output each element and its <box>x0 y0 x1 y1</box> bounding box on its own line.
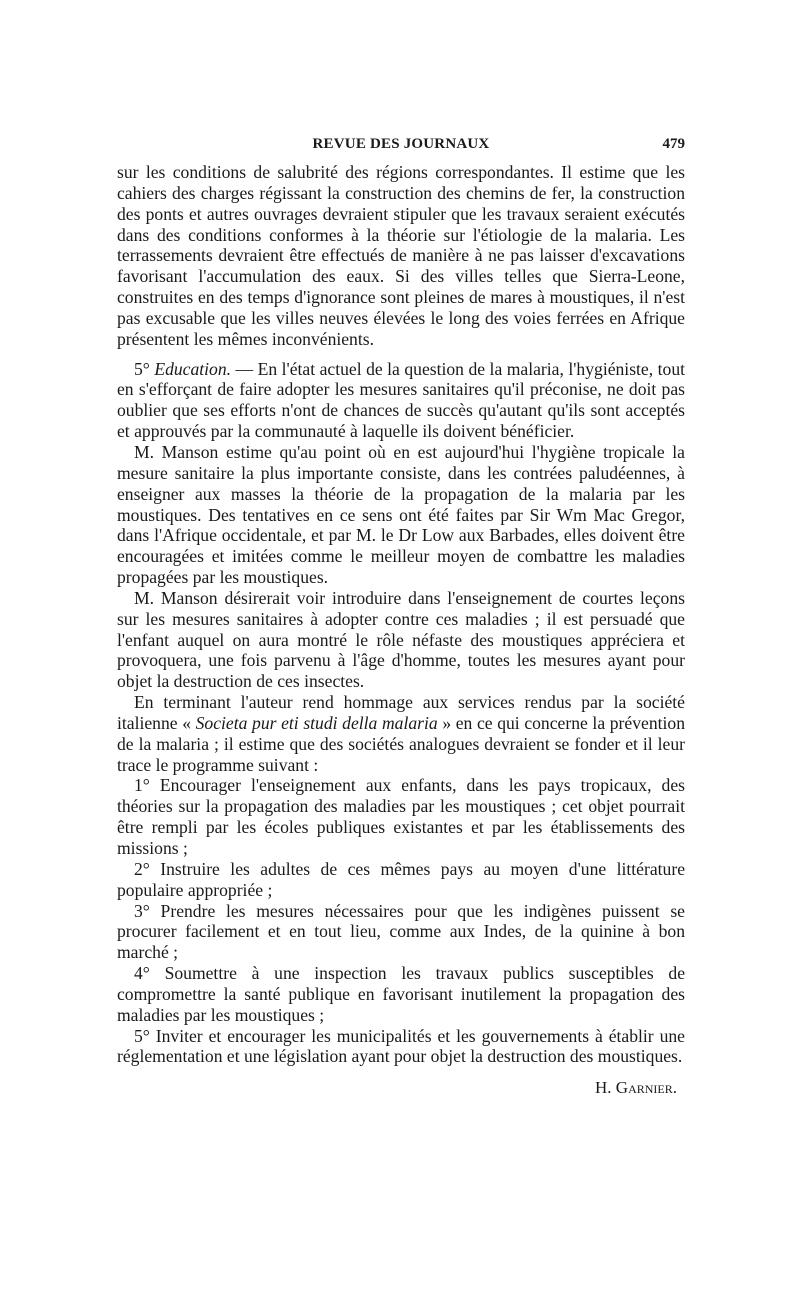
page-header <box>117 136 685 162</box>
paragraph-5-text-a: En terminant l'auteur rend hommage aux services rendus par la société italienne « <box>117 692 685 733</box>
paragraph-education <box>117 359 685 442</box>
program-item-1: 1° Encourager l'enseignement aux enfants, dans les pays tropicaux, des théories sur la propagation des maladies par les moustiques ; cet objet pourrait être rempli par les écoles publiques existantes et par les établissements des missions ; <box>117 775 685 858</box>
society-name: Societa pur eti studi della malaria <box>195 712 438 733</box>
program-item-3: 3° Prendre les mesures nécessaires pour que les indigènes puissent se procurer facilement et en tout lieu, comme aux Indes, de la quinine à bon marché ; <box>117 900 685 963</box>
paragraph-1: sur les conditions de salubrité des régions correspondantes. Il estime que les cahiers des charges régissant la construction des chemins de fer, la construction des ponts et autres ouvrages devraient stipuler que les travaux seraient exécutés dans des conditions conformes à la théorie sur l'étiologie de la malaria. Les terrassements devraient être effectués de manière à ne pas laisser d'excavations favorisant l'accumulation des eaux. Si des villes telles que Sierra-Leone, construites en des temps d'ignorance sont pleines de mares à moustiques, il n'est pas excusable que les villes neuves élevées le long des voies ferrées en Afrique présentent les mêmes inconvénients. <box>117 162 685 349</box>
paragraph-5-text-b: » en ce qui concerne la prévention de la malaria ; il estime que des sociétés analogues devraient se fonder et il leur trace le programme suivant : <box>117 712 685 775</box>
running-head: REVUE DES JOURNAUX <box>312 136 490 152</box>
section-number: 5° <box>134 358 155 379</box>
section-heading: Education. <box>154 358 232 379</box>
program-item-5: 5° Inviter et encourager les municipalités et les gouvernements à établir une réglementation et une législation ayant pour objet la destruction des moustiques. <box>117 1025 685 1067</box>
document-page <box>117 136 685 1098</box>
paragraph-3: M. Manson estime qu'au point où en est aujourd'hui l'hygiène tropicale la mesure sanitaire la plus importante consiste, dans les contrées paludéennes, à enseigner aux masses la théorie de la propagation de la malaria par les moustiques. Des tentatives en ce sens ont été faites par Sir Wm Mac Gregor, dans l'Afrique occidentale, et par M. le Dr Low aux Barbades, elles doivent être encouragées et imitées comme le meilleur moyen de combattre les maladies propagées par les moustiques. <box>117 441 685 588</box>
paragraph-4: M. Manson désirerait voir introduire dans l'enseignement de courtes leçons sur les mesures sanitaires à adopter contre ces maladies ; il est persuadé que l'enfant auquel on aura montré le rôle néfaste des moustiques appréciera et provoquera, une fois parvenu à l'âge d'homme, toutes les mesures ayant pour objet la destruction de ces insectes. <box>117 587 685 692</box>
author-signature: H. Garnier. <box>595 1078 677 1098</box>
program-item-4: 4° Soumettre à une inspection les travaux publics susceptibles de compromettre la santé publique en favorisant inutilement la propagation des maladies par les moustiques ; <box>117 963 685 1025</box>
paragraph-5 <box>117 692 685 775</box>
page-number: 479 <box>662 136 685 152</box>
program-item-2: 2° Instruire les adultes de ces mêmes pays au moyen d'une littérature populaire appropriée ; <box>117 858 685 900</box>
section-text: — En l'état actuel de la question de la malaria, l'hygiéniste, tout en s'efforçant de faire adopter les mesures sanitaires qu'il préconise, ne doit pas oublier que ses efforts n'ont de chances de succès qu'autant qu'ils sont acceptés et approuvés par la communauté à laquelle ils doivent bénéficier. <box>117 358 685 442</box>
